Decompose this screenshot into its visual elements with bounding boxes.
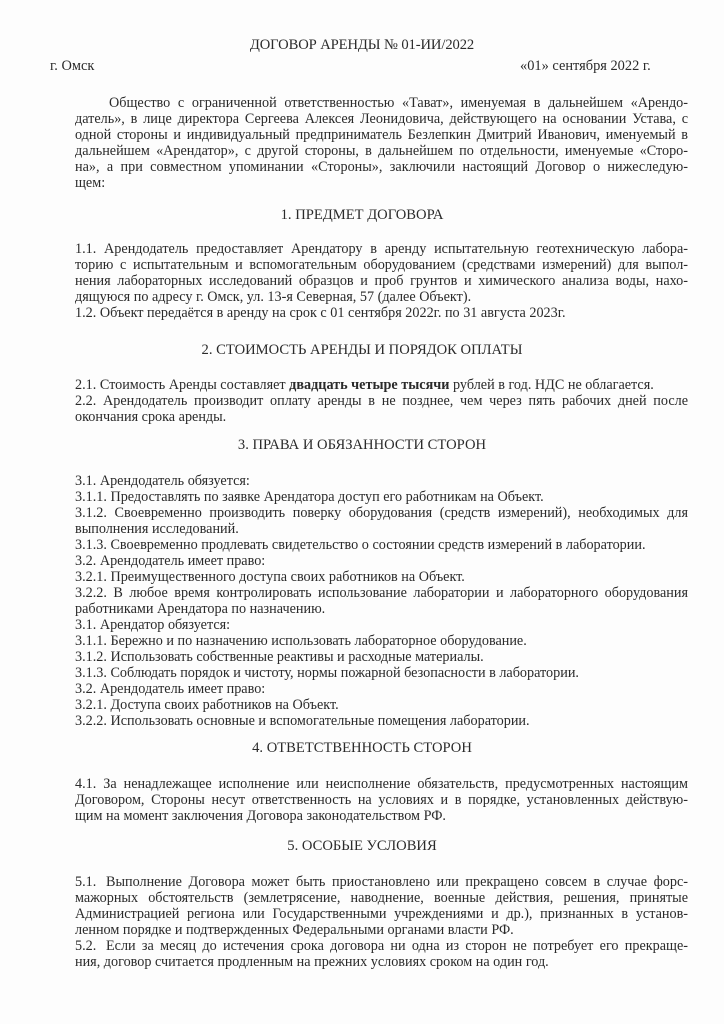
preamble-line: Общество с ограниченной ответственностью «Тават», именуемая в дальнейшем «Арендо- <box>109 95 688 111</box>
preamble-line: щем: <box>75 175 106 191</box>
clause-line: Договором, Стороны несут ответственность на условиях и в порядке, установленных действую- <box>75 792 688 808</box>
clause-line: дящуюся по адресу г. Омск, ул. 13-я Северная, 57 (далее Объект). <box>75 289 472 305</box>
clause-line: нения лабораторных исследований образцов и проб грунтов и химического анализа воды, нахо- <box>75 273 688 289</box>
preamble-line: датель», в лице директора Сергеева Алексея Леонидовича, действующего на основании Устава, с <box>75 111 688 127</box>
section-1-heading: 1. ПРЕДМЕТ ДОГОВОРА <box>280 207 444 223</box>
clause-line: Администрацией региона или Государственными учреждениями и др.), признанных в установ- <box>75 906 688 922</box>
clause-line: торию с испытательным и вспомогательным оборудованием (средствами измерений) для выпол- <box>75 257 688 273</box>
clause-number: 5.2. <box>75 938 97 954</box>
preamble-line: дальнейшем «Арендатор», с другой стороны, в дальнейшем по отдельности, именуемые «Сторо- <box>75 143 688 159</box>
section-2-heading: 2. СТОИМОСТЬ АРЕНДЫ И ПОРЯДОК ОПЛАТЫ <box>201 342 523 358</box>
section-5-body <box>75 874 688 970</box>
clause-line: 3.2.1. Преимущественного доступа своих работников на Объект. <box>75 569 465 585</box>
document-page: ДОГОВОР АРЕНДЫ № 01-ИИ/2022 г. Омск «01» сентября 2022 г. Общество с ограниченной ответственностью «Тават», именуемая в дальнейшем «Арендо- датель», в лице директора Сергеева Алексея Леонидовича, действующего на основании Устава, с одной стороны и индивидуальный предприниматель Безлепкин Дмитрий Иванович, именуемый в дальнейшем «Арендатор», с другой стороны, в дальнейшем по отдельности, именуемые «Сторо- на», а при совместном упоминании «Стороны», заключили настоящий Договор о нижеследую- щем: 1. ПРЕДМЕТ ДОГОВОРА 1.1. Арендодатель предоставляет Арендатору в аренду испытательную геотехническую лабора- торию с испытательным и вспомогательным оборудованием (средствами измерений) для выпол- нения лабораторных исследований образцов и проб грунтов и химического анализа воды, нахо- дящуюся по адресу г. Омск, ул. 13-я Северная, 57 (далее Объект). 1.2. Объект передаётся в аренду на срок с 01 сентября 2022г. по 31 августа 2023г. 2. СТОИМОСТЬ АРЕНДЫ И ПОРЯДОК ОПЛАТЫ 2.1. Стоимость Аренды составляет двадцать четыре тысячи рублей в год. НДС не облагается. 2.2. Арендодатель производит оплату аренды в не позднее, чем через пять рабочих дней после окончания срока аренды. 3. ПРАВА И ОБЯЗАННОСТИ СТОРОН 3.1. Арендодатель обязуется: 3.1.1. Предоставлять по заявке Арендатора доступ его работникам на Объект. 3.1.2. Своевременно производить поверку оборудования (средств измерений), необходимых для выполнения исследований. 3.1.3. Своевременно продлевать свидетельство о состоянии средств измерений в лаборатории. 3.2. Арендодатель имеет право: 3.2.1. Преимущественного доступа своих работников на Объект. 3.2.2. В любое время контролировать использование лаборатории и лабораторного оборудования работниками Арендатора по назначению. 3.1. Арендатор обязуется: 3.1.1. Бережно и по назначению использовать лабораторное оборудование. 3.1.2. Использовать собственные реактивы и расходные материалы. 3.1.3. Соблюдать порядок и чистоту, нормы пожарной безопасности в лаборатории. 3.2. Арендодатель имеет право: 3.2.1. Доступа своих работников на Объект. 3.2.2. Использовать основные и вспомогательные помещения лаборатории. 4. ОТВЕТСТВЕННОСТЬ СТОРОН 4.1. За ненадлежащее исполнение или неисполнение обязательств, предусмотренных настоящим Договором, Стороны несут ответственность на условиях и в порядке, установленных действую- щим на момент заключения Договора законодательством РФ. 5. ОСОБЫЕ УСЛОВИЯ 5.1. Выполнение Договора может быть приостановлено или прекращено совсем в случае форс- мажорных обстоятельств (землетрясение, наводнение, военные действия, решения, принятые Администрацией региона или Государственными учреждениями и др.), признанных в установ- ленном порядке и подтвержденных Федеральными органами власти РФ. 5.2. Если за месяц до истечения срока договора ни одна из сторон не потребует его прекраще- ния, договор считается продленным на прежних условиях сроком на один год. <box>0 0 724 1024</box>
clause-line: 3.2. Арендодатель имеет право: <box>75 553 266 569</box>
document-title: ДОГОВОР АРЕНДЫ № 01-ИИ/2022 <box>249 37 475 53</box>
preamble-line: одной стороны и индивидуальный предприниматель Безлепкин Дмитрий Иванович, именуемый в <box>75 127 688 143</box>
rent-amount-bold: двадцать четыре тысячи <box>289 377 450 393</box>
clause-line: 3.1.3. Своевременно продлевать свидетельство о состоянии средств измерений в лаборатории. <box>75 537 646 553</box>
clause-line-2-1: 2.1. Стоимость Аренды составляет двадцать четыре тысячи рублей в год. НДС не облагается. <box>75 377 654 393</box>
clause-line: ния, договор считается продленным на прежних условиях сроком на один год. <box>75 954 549 970</box>
clause-line: 3.2.1. Доступа своих работников на Объект. <box>75 697 339 713</box>
section-5-heading: 5. ОСОБЫЕ УСЛОВИЯ <box>287 838 437 854</box>
section-1-body <box>75 241 688 321</box>
clause-line: 3.2.2. Использовать основные и вспомогательные помещения лаборатории. <box>75 713 530 729</box>
clause-line: 1.2. Объект передаётся в аренду на срок с 01 сентября 2022г. по 31 августа 2023г. <box>75 305 566 321</box>
document-city: г. Омск <box>50 58 95 74</box>
section-3-body <box>75 473 688 729</box>
clause-line: 3.2.2. В любое время контролировать использование лаборатории и лабораторного оборудования <box>75 585 688 601</box>
clause-line: 2.2. Арендодатель производит оплату аренды в не позднее, чем через пять рабочих дней после <box>75 393 688 409</box>
clause-line: 3.1. Арендодатель обязуется: <box>75 473 250 489</box>
clause-line: 3.1.1. Бережно и по назначению использовать лабораторное оборудование. <box>75 633 527 649</box>
clause-line: 3.1.2. Использовать собственные реактивы и расходные материалы. <box>75 649 484 665</box>
clause-line: 3.2. Арендодатель имеет право: <box>75 681 266 697</box>
clause-line: 3.1.3. Соблюдать порядок и чистоту, нормы пожарной безопасности в лаборатории. <box>75 665 579 681</box>
clause-line: 3.1. Арендатор обязуется: <box>75 617 231 633</box>
clause-number: 5.1. <box>75 874 97 890</box>
preamble-line: на», а при совместном упоминании «Стороны», заключили настоящий Договор о нижеследую- <box>75 159 688 175</box>
clause-line: мажорных обстоятельств (землетрясение, наводнение, военные действия, решения, принятые <box>75 890 688 906</box>
clause-line: окончания срока аренды. <box>75 409 227 425</box>
clause-line: щим на момент заключения Договора законодательством РФ. <box>75 808 446 824</box>
section-3-heading: 3. ПРАВА И ОБЯЗАННОСТИ СТОРОН <box>237 437 487 453</box>
clause-line: 3.1.1. Предоставлять по заявке Арендатора доступ его работникам на Объект. <box>75 489 544 505</box>
clause-line: 1.1. Арендодатель предоставляет Арендатору в аренду испытательную геотехническую лабора- <box>75 241 688 257</box>
preamble-paragraph <box>75 95 688 191</box>
section-2-body <box>75 377 688 425</box>
clause-line: выполнения исследований. <box>75 521 239 537</box>
clause-line: 3.1.2. Своевременно производить поверку оборудования (средств измерений), необходимых для <box>75 505 688 521</box>
clause-line: ленном порядке и подтвержденных Федеральными органами власти РФ. <box>75 922 514 938</box>
clause-line-5-1: 5.1. Выполнение Договора может быть приостановлено или прекращено совсем в случае форс- <box>75 874 688 890</box>
section-4-heading: 4. ОТВЕТСТВЕННОСТЬ СТОРОН <box>252 740 472 756</box>
clause-line-5-2: 5.2. Если за месяц до истечения срока договора ни одна из сторон не потребует его прекраще- <box>75 938 688 954</box>
clause-line: 4.1. За ненадлежащее исполнение или неисполнение обязательств, предусмотренных настоящим <box>75 776 688 792</box>
clause-line: работниками Арендатора по назначению. <box>75 601 326 617</box>
section-4-body <box>75 776 688 824</box>
